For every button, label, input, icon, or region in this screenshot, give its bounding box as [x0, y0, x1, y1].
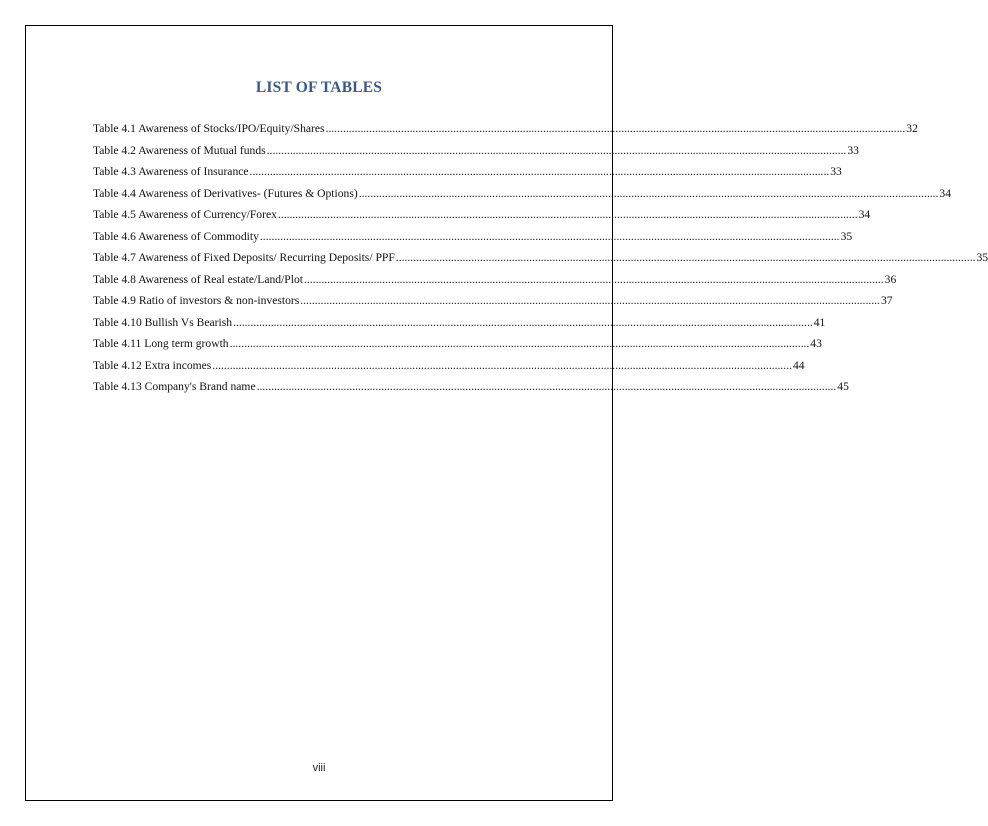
toc-entry-page: 33 — [830, 165, 842, 178]
toc-entry-title: Table 4.10 Bullish Vs Bearish — [93, 315, 233, 329]
toc-entry — [93, 294, 893, 316]
toc-entry — [93, 165, 842, 187]
dot-leader: ........................................................................................................................................................................................................ — [300, 294, 880, 307]
dot-leader: ........................................................................................................................................................................................................ — [303, 272, 884, 286]
toc-entry — [93, 272, 897, 295]
page-title: LIST OF TABLES — [255, 79, 383, 96]
toc-entry — [93, 208, 871, 230]
dot-leader: ........................................................................................................................................................................................................ — [325, 122, 906, 135]
toc-entry-title: Table 4.12 Extra incomes — [93, 358, 212, 372]
toc-entry-title: Table 4.9 Ratio of investors & non-investors — [93, 294, 300, 307]
toc-entry-page: 35 — [976, 251, 988, 264]
page-number: viii — [312, 762, 326, 774]
toc-entry-page: 35 — [840, 229, 853, 243]
dot-leader: ........................................................................................................................................................................................................ — [358, 186, 939, 200]
toc-entry-page: 33 — [847, 143, 859, 157]
toc-entry-page: 32 — [906, 122, 918, 135]
toc-entry-title: Table 4.1 Awareness of Stocks/IPO/Equity/Shares — [93, 122, 325, 135]
toc-entry — [93, 251, 988, 273]
toc-entry-title: Table 4.5 Awareness of Currency/Forex — [93, 208, 277, 221]
dot-leader: ........................................................................................................................................................................................................ — [256, 380, 837, 393]
table-list — [93, 122, 988, 402]
toc-entry-title: Table 4.3 Awareness of Insurance — [93, 165, 249, 178]
toc-entry — [93, 229, 853, 252]
toc-entry — [93, 186, 952, 209]
toc-entry-title: Table 4.2 Awareness of Mutual funds — [93, 143, 266, 157]
toc-entry-page: 37 — [880, 294, 893, 307]
toc-entry-title: Table 4.4 Awareness of Derivatives- (Futures & Options) — [93, 186, 358, 200]
toc-entry-title: Table 4.13 Company's Brand name — [93, 380, 256, 393]
dot-leader: ........................................................................................................................................................................................................ — [249, 165, 830, 178]
dot-leader: ........................................................................................................................................................................................................ — [212, 358, 792, 372]
dot-leader: ........................................................................................................................................................................................................ — [277, 208, 858, 221]
dot-leader: ........................................................................................................................................................................................................ — [233, 315, 813, 329]
dot-leader: ........................................................................................................................................................................................................ — [229, 337, 810, 350]
toc-entry-page: 45 — [837, 380, 849, 393]
dot-leader: ........................................................................................................................................................................................................ — [266, 143, 847, 157]
toc-entry-title: Table 4.6 Awareness of Commodity — [93, 229, 259, 243]
toc-entry-page: 34 — [939, 186, 952, 200]
dot-leader: ........................................................................................................................................................................................................ — [395, 251, 976, 264]
toc-entry — [93, 143, 859, 166]
toc-entry — [93, 380, 849, 402]
toc-entry — [93, 122, 918, 144]
toc-entry-page: 34 — [858, 208, 871, 221]
dot-leader: ........................................................................................................................................................................................................ — [259, 229, 840, 243]
toc-entry-page: 43 — [810, 337, 822, 350]
toc-entry-page: 36 — [884, 272, 897, 286]
toc-entry-page: 41 — [813, 315, 826, 329]
toc-entry-page: 44 — [793, 358, 805, 372]
toc-entry — [93, 337, 822, 359]
toc-entry-title: Table 4.8 Awareness of Real estate/Land/Plot — [93, 272, 303, 286]
toc-entry — [93, 315, 826, 338]
toc-entry-title: Table 4.7 Awareness of Fixed Deposits/ Recurring Deposits/ PPF — [93, 251, 395, 264]
toc-entry — [93, 358, 805, 381]
toc-entry-title: Table 4.11 Long term growth — [93, 337, 229, 350]
